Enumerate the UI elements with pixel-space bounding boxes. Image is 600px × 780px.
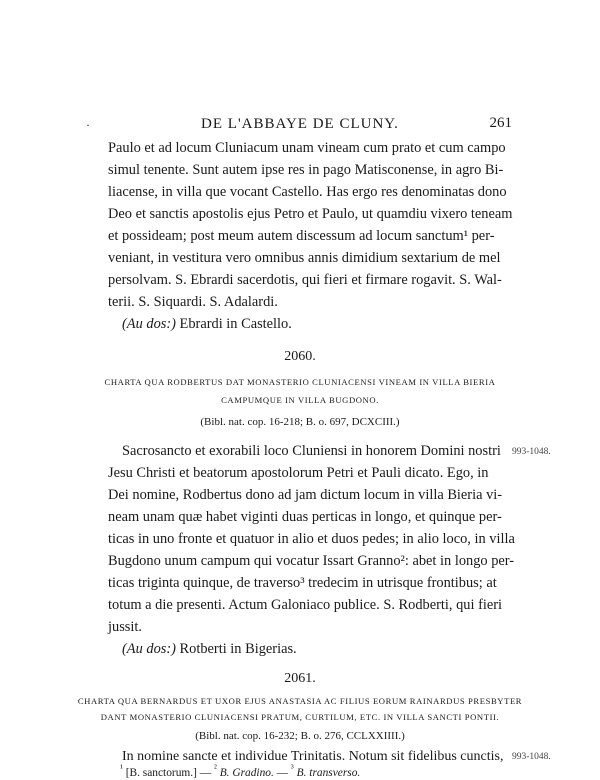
footnote-marker: ¹ [120,764,123,774]
margin-date: 993-1048. [512,752,551,762]
charter-number: 2061. [284,671,316,686]
text-line: simul tenente. Sunt autem ipse res in pago Matisconense, in agro Bi- [108,162,504,178]
text-line: veniant, in vestitura vero omnibus annis dimidium sextarium de mel [108,250,501,266]
dorse-label: (Au dos:) [122,641,176,657]
dorse-label: (Au dos:) [122,316,176,332]
footnotes [120,764,360,779]
dorse-text: Ebrardi in Castello. [175,316,292,332]
margin-mark: · [86,118,90,132]
footnote-text: B. Gradino. [219,766,274,779]
margin-date: 993-1048. [512,447,551,457]
footnote-separator: — [196,766,214,779]
footnote-text: [B. sanctorum.] [125,766,197,779]
footnote-text: B. transverso. [296,766,361,779]
footnote-separator: — [273,766,291,779]
text-line: neam unam quæ habet viginti duas perticas in longo, et quinque per- [108,509,502,525]
dorse-note [122,641,297,658]
text-line: ticas in uno fronte et quatuor in alio et duos pedes; in alio loco, in villa [108,531,515,547]
text-line: jussit. [108,619,142,635]
dorse-text: Rotberti in Bigerias. [175,641,297,657]
text-line: et possideam; post meum autem discessum ad locum sanctum¹ per- [108,228,495,244]
text-line: liacense, in villa que vocant Castello. Has ergo res denominatas dono [108,184,507,200]
dorse-note [122,316,292,333]
charter-title-line: DANT MONASTERIO CLUNIACENSI PRATUM, CURTILUM, ETC. IN VILLA SANCTI PONTII. [100,712,500,722]
charter-reference: (Bibl. nat. cop. 16-232; B. o. 276, CCLXXIIII.) [195,730,405,742]
charter-title-line: CHARTA QUA BERNARDUS ET UXOR EJUS ANASTASIA AC FILIUS EORUM RAINARDUS PRESBYTER [77,696,523,706]
text-line: Dei nomine, Rodbertus dono ad jam dictum locum in villa Bieria vi- [108,487,503,503]
charter-title-line: CAMPUMQUE IN VILLA BUGDONO. [221,395,379,405]
charter-number: 2060. [284,349,316,364]
text-line: Jesu Christi et beatorum apostolorum Petri et Pauli dicato. Ego, in [108,465,489,481]
charter-reference: (Bibl. nat. cop. 16-218; B. o. 697, DCXCIII.) [200,416,400,428]
text-line: ticas triginta quinque, de traverso³ tredecim in utrisque frontibus; at [108,575,497,591]
footnote-marker: ² [214,764,217,774]
text-line: terii. S. Siquardi. S. Adalardi. [108,294,278,310]
text-line: Deo et sanctis apostolis ejus Petro et Paulo, ut quamdiu vixero teneam [108,206,513,222]
text-line: Paulo et ad locum Cluniacum unam vineam cum prato et cum campo [108,140,506,156]
text-line: Bugdono unum campum qui vocatur Issart Granno²: abet in longo per- [108,553,515,569]
running-title: DE L'ABBAYE DE CLUNY. [201,116,399,132]
page-number: 261 [489,115,512,131]
footnote-marker: ³ [290,764,294,774]
text-line: persolvam. S. Ebrardi sacerdotis, qui fieri et firmare rogavit. S. Wal- [108,272,502,288]
charter-title-line: CHARTA QUA RODBERTUS DAT MONASTERIO CLUNIACENSI VINEAM IN VILLA BIERIA [104,377,496,387]
text-line: Sacrosancto et exorabili loco Cluniensi in honorem Domini nostri [122,443,501,459]
text-line: In nomine sancte et individue Trinitatis. Notum sit fidelibus cunctis, [122,749,504,764]
text-line: totum a die presenti. Actum Galoniaco publice. S. Rodberti, qui fieri [108,597,503,613]
